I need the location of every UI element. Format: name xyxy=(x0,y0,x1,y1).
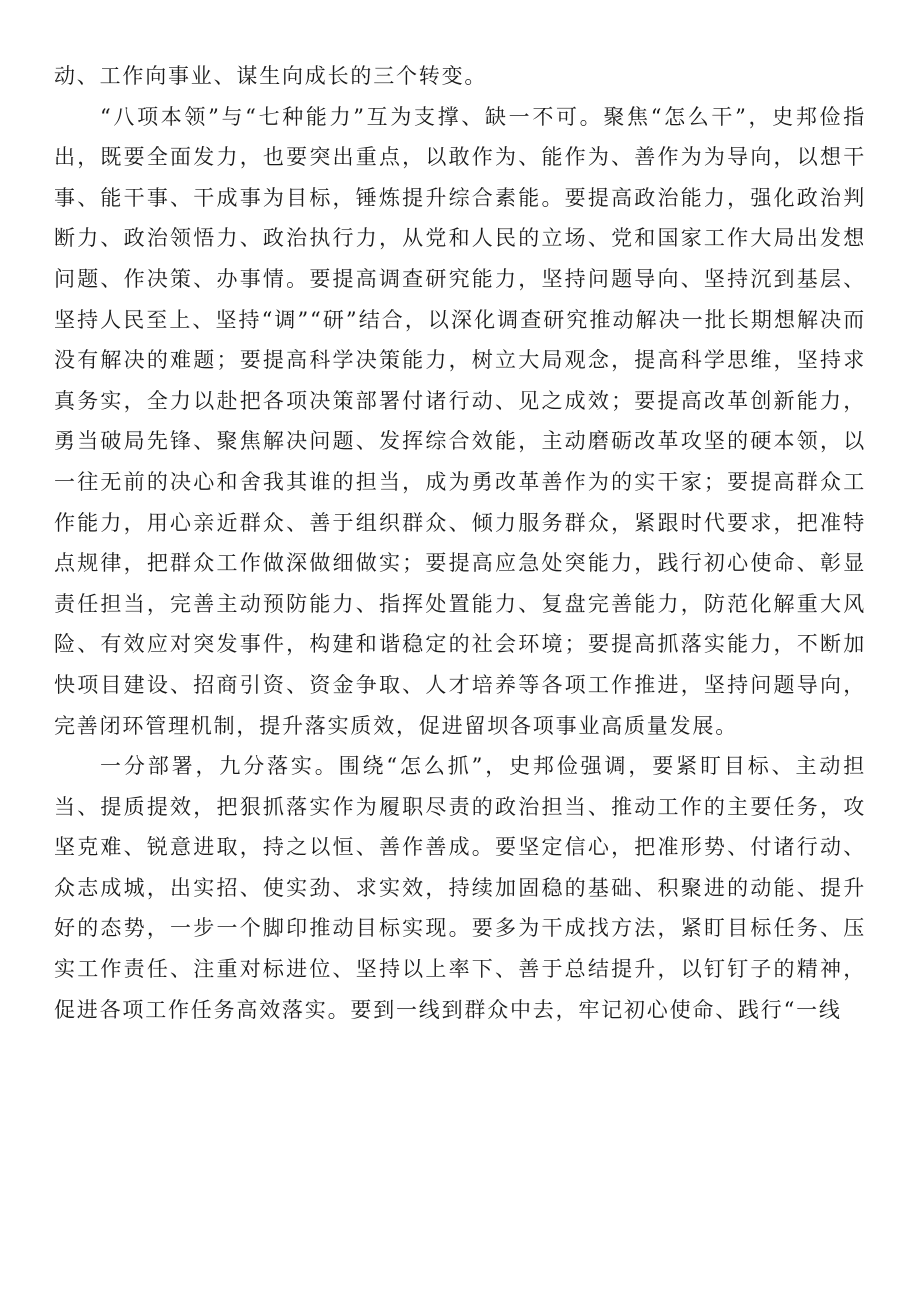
paragraph-continuation: 动、工作向事业、谋生向成长的三个转变。 xyxy=(54,64,488,88)
paragraph-implementation: 一分部署，九分落实。围绕“怎么抓”，史邦俭强调，要紧盯目标、主动担当、提质提效，把狠抓落实作为履职尽责的政治担当、推动工作的主要任务，攻坚克难、锐意进取，持之以恒、善作善成。要坚定信心，把准形势、付诸行动、众志成城，出实招、使实劲、求实效，持续加固稳的基础、积聚进的动能、提升好的态势，一步一个脚印推动目标实现。要多为干成找方法，紧盯目标任务、压实工作责任、注重对标进位、坚持以上率下、善于总结提升，以钉钉子的精神，促进各项工作任务高效落实。要到一线到群众中去，牢记初心使命、践行“一线 xyxy=(54,754,866,1022)
document-body xyxy=(54,56,866,1030)
paragraph-abilities: “八项本领”与“七种能力”互为支撑、缺一不可。聚焦“怎么干”，史邦俭指出，既要全面发力，也要突出重点，以敢作为、能作为、善作为为导向，以想干事、能干事、干成事为目标，锤炼提升综合素能。要提高政治能力，强化政治判断力、政治领悟力、政治执行力，从党和人民的立场、党和国家工作大局出发想问题、作决策、办事情。要提高调查研究能力，坚持问题导向、坚持沉到基层、坚持人民至上、坚持“调”“研”结合，以深化调查研究推动解决一批长期想解决而没有解决的难题；要提高科学决策能力，树立大局观念，提高科学思维，坚持求真务实，全力以赴把各项决策部署付诸行动、见之成效；要提高改革创新能力，勇当破局先锋、聚焦解决问题、发挥综合效能，主动磨砺改革攻坚的硬本领，以一往无前的决心和舍我其谁的担当，成为勇改革善作为的实干家；要提高群众工作能力，用心亲近群众、善于组织群众、倾力服务群众，紧跟时代要求，把准特点规律，把群众工作做深做细做实；要提高应急处突能力，践行初心使命、彰显责任担当，完善主动预防能力、指挥处置能力、复盘完善能力，防范化解重大风险、有效应对突发事件，构建和谐稳定的社会环境；要提高抓落实能力，不断加快项目建设、招商引资、资金争取、人才培养等各项工作推进，坚持问题导向，完善闭环管理机制，提升落实质效，促进留坝各项事业高质量发展。 xyxy=(54,104,866,738)
